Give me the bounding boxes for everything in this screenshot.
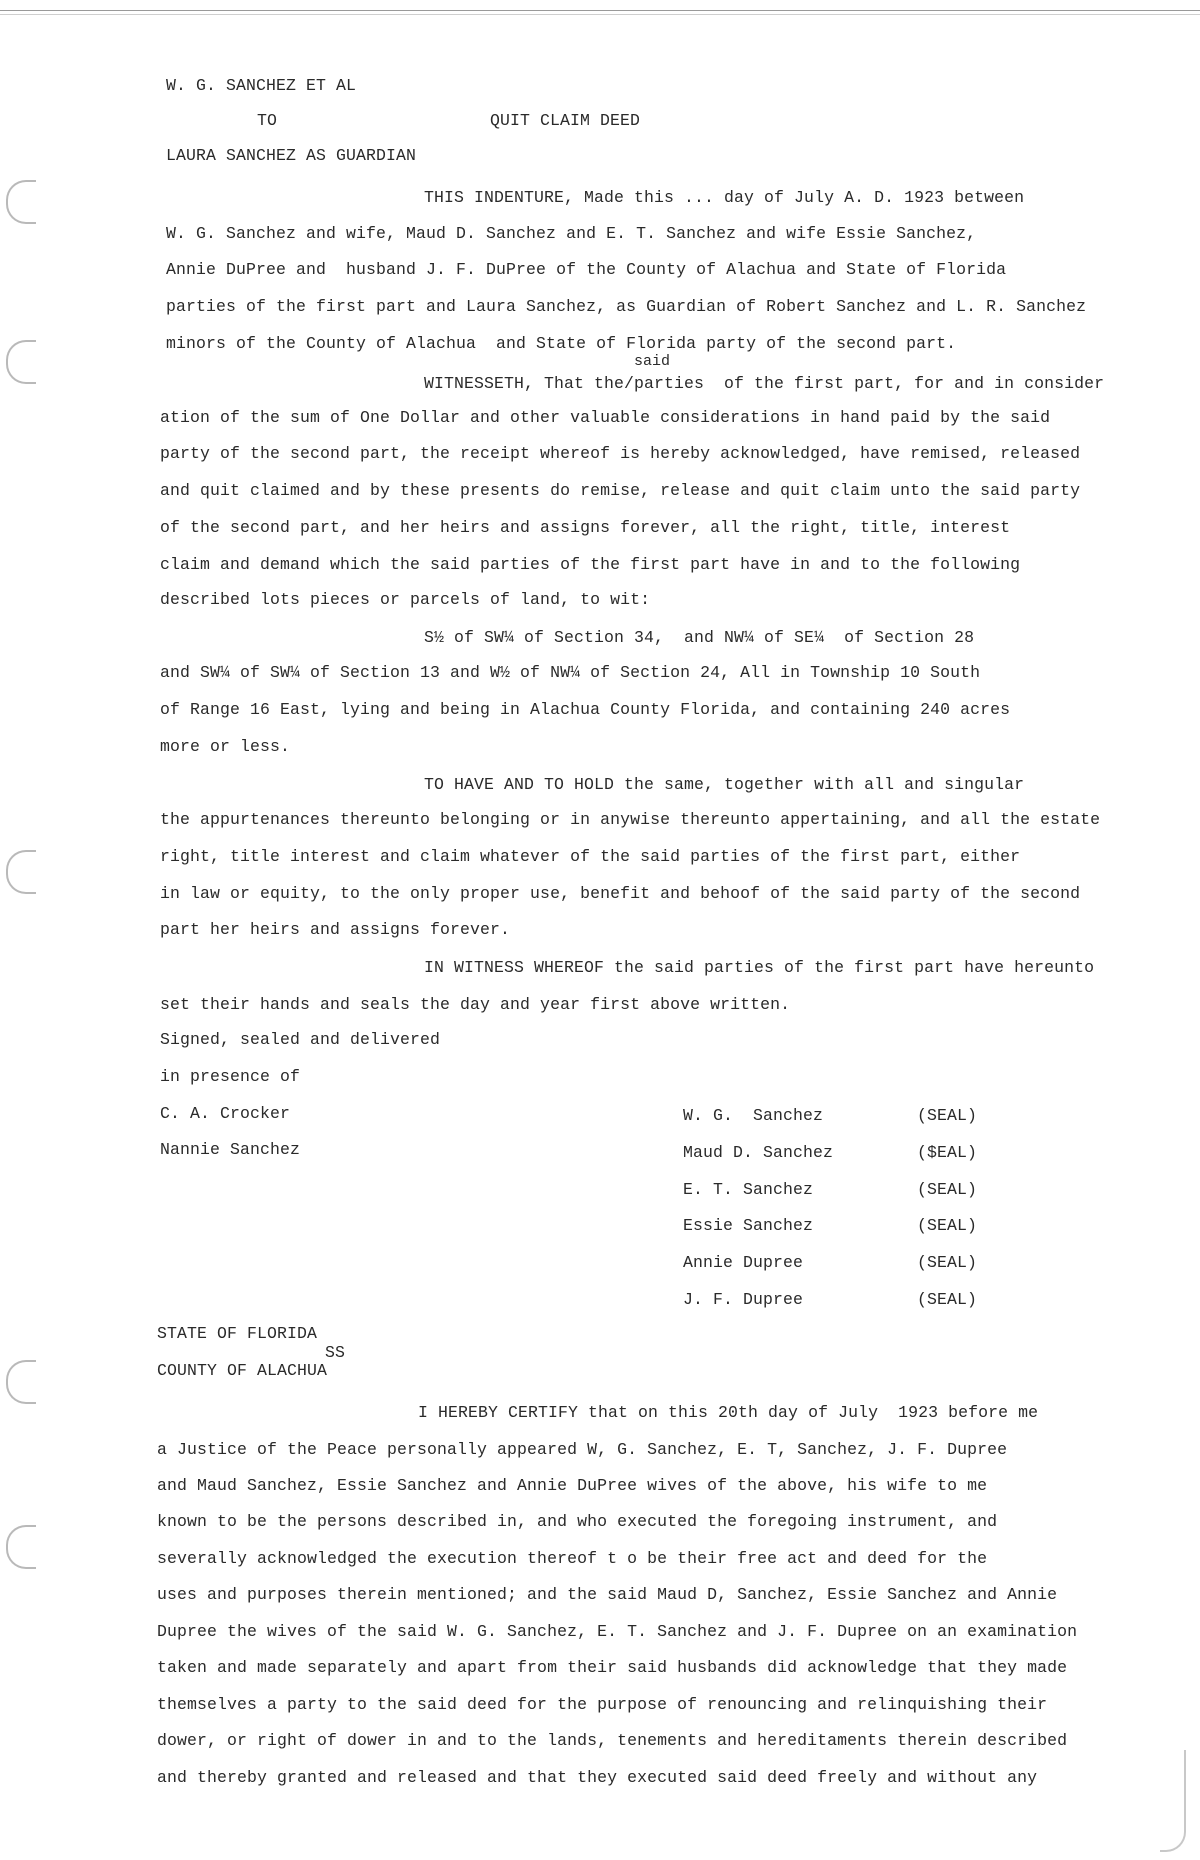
testimonium-line: set their hands and seals the day and year first above written.: [160, 995, 791, 1014]
habendum-line: TO HAVE AND TO HOLD the same, together with all and singular: [424, 775, 1025, 794]
seal-mark: (SEAL): [917, 1253, 978, 1272]
witness-name: Nannie Sanchez: [160, 1140, 301, 1159]
venue-state: STATE OF FLORIDA: [157, 1324, 318, 1343]
habendum-line: the appurtenances thereunto belonging or in anywise thereunto appertaining, and all the estate: [160, 810, 1101, 829]
certificate-line: and Maud Sanchez, Essie Sanchez and Annie DuPree wives of the above, his wife to me: [157, 1476, 988, 1495]
certificate-line: a Justice of the Peace personally appeared W, G. Sanchez, E. T, Sanchez, J. F. Dupree: [157, 1440, 1008, 1459]
certificate-line: known to be the persons described in, and who executed the foregoing instrument, and: [157, 1512, 998, 1531]
certificate-line: themselves a party to the said deed for the purpose of renouncing and relinquishing their: [157, 1695, 1048, 1714]
attestation-line: in presence of: [160, 1067, 301, 1086]
page-curl: [1160, 1750, 1186, 1852]
indenture-line: minors of the County of Alachua and State of Florida party of the second part.: [166, 334, 957, 353]
testimonium-line: IN WITNESS WHEREOF the said parties of the first part have hereunto: [424, 958, 1095, 977]
habendum-line: right, title interest and claim whatever of the said parties of the first part, either: [160, 847, 1021, 866]
witnesseth-line: claim and demand which the said parties of the first part have in and to the following: [160, 555, 1021, 574]
land-description-line: S½ of SW¼ of Section 34, and NW¼ of SE¼ of Section 28: [424, 628, 975, 647]
seal-mark: (SEAL): [917, 1216, 978, 1235]
witnesseth-line: described lots pieces or parcels of land, to wit:: [160, 590, 651, 609]
punch-hole: [6, 1525, 36, 1569]
signatory-name: W. G. Sanchez: [683, 1106, 824, 1125]
signatory-name: Essie Sanchez: [683, 1216, 814, 1235]
witnesseth-line: and quit claimed and by these presents do remise, release and quit claim unto the said party: [160, 481, 1081, 500]
punch-hole: [6, 1360, 36, 1404]
land-description-line: and SW¼ of SW¼ of Section 13 and W½ of NW¼ of Section 24, All in Township 10 South: [160, 663, 981, 682]
certificate-line: Dupree the wives of the said W. G. Sanchez, E. T. Sanchez and J. F. Dupree on an examination: [157, 1622, 1078, 1641]
header-to: TO: [257, 111, 278, 130]
habendum-line: in law or equity, to the only proper use, benefit and behoof of the said party of the second: [160, 884, 1081, 903]
seal-mark: (SEAL): [917, 1106, 978, 1125]
signatory-name: Maud D. Sanchez: [683, 1143, 834, 1162]
top-rule: [0, 10, 1200, 11]
signatory-name: E. T. Sanchez: [683, 1180, 814, 1199]
top-rule-2: [0, 14, 1200, 15]
signatory-name: J. F. Dupree: [683, 1290, 804, 1309]
indenture-line: W. G. Sanchez and wife, Maud D. Sanchez and E. T. Sanchez and wife Essie Sanchez,: [166, 224, 977, 243]
certificate-line: and thereby granted and released and that they executed said deed freely and without any: [157, 1768, 1038, 1787]
witnesseth-line: of the second part, and her heirs and assigns forever, all the right, title, interest: [160, 518, 1011, 537]
certificate-line: taken and made separately and apart from their said husbands did acknowledge that they made: [157, 1658, 1068, 1677]
certificate-line: dower, or right of dower in and to the lands, tenements and hereditaments therein described: [157, 1731, 1068, 1750]
signatory-name: Annie Dupree: [683, 1253, 804, 1272]
witnesseth-line: ation of the sum of One Dollar and other valuable considerations in hand paid by the said: [160, 408, 1051, 427]
seal-mark: (SEAL): [917, 1180, 978, 1199]
indenture-line: parties of the first part and Laura Sanchez, as Guardian of Robert Sanchez and L. R. Sanchez: [166, 297, 1087, 316]
venue-county: COUNTY OF ALACHUA: [157, 1361, 328, 1380]
seal-mark: (SEAL): [917, 1290, 978, 1309]
punch-hole: [6, 850, 36, 894]
indenture-line: Annie DuPree and husband J. F. DuPree of the County of Alachua and State of Florida: [166, 260, 1007, 279]
header-grantors: W. G. SANCHEZ ET AL: [166, 76, 357, 95]
certificate-line: I HEREBY CERTIFY that on this 20th day of July 1923 before me: [418, 1403, 1039, 1422]
punch-hole: [6, 180, 36, 224]
interlineation-said: said: [634, 353, 671, 370]
land-description-line: more or less.: [160, 737, 291, 756]
witnesseth-line: WITNESSETH, That the/parties of the first part, for and in consider: [424, 374, 1105, 393]
land-description-line: of Range 16 East, lying and being in Alachua County Florida, and containing 240 acres: [160, 700, 1011, 719]
document-title: QUIT CLAIM DEED: [490, 111, 641, 130]
venue-ss: SS: [325, 1343, 346, 1362]
punch-hole: [6, 340, 36, 384]
header-grantee: LAURA SANCHEZ AS GUARDIAN: [166, 146, 417, 165]
certificate-line: uses and purposes therein mentioned; and the said Maud D, Sanchez, Essie Sanchez and Annie: [157, 1585, 1058, 1604]
habendum-line: part her heirs and assigns forever.: [160, 920, 511, 939]
seal-mark: ($EAL): [917, 1143, 978, 1162]
indenture-line: THIS INDENTURE, Made this ... day of July A. D. 1923 between: [424, 188, 1025, 207]
witnesseth-line: party of the second part, the receipt whereof is hereby acknowledged, have remised, released: [160, 444, 1081, 463]
attestation-line: Signed, sealed and delivered: [160, 1030, 441, 1049]
certificate-line: severally acknowledged the execution thereof t o be their free act and deed for the: [157, 1549, 988, 1568]
witness-name: C. A. Crocker: [160, 1104, 291, 1123]
